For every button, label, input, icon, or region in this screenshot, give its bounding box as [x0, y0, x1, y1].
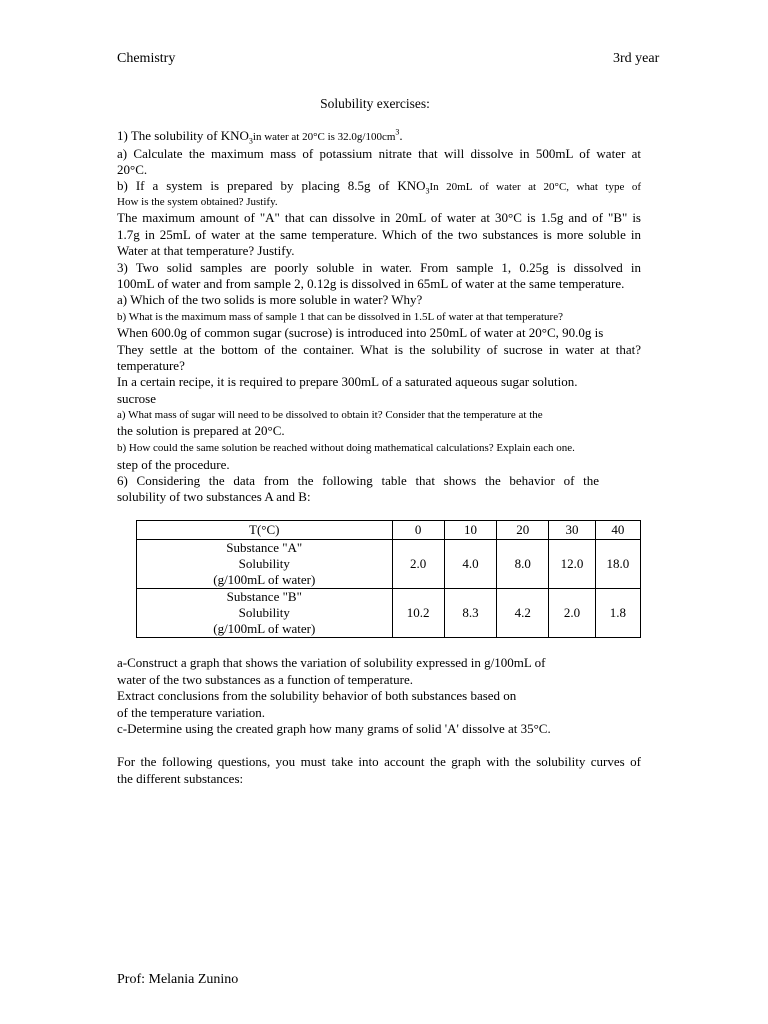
- task-line: c-Determine using the created graph how many grams of solid 'A' dissolve at 35°C.: [117, 721, 551, 736]
- solubility-table: [136, 520, 641, 638]
- question-line: They settle at the bottom of the container. What is the solubility of sucrose in water at that?: [117, 342, 641, 357]
- question-line: a) Calculate the maximum mass of potassium nitrate that will dissolve in 500mL of water at: [117, 146, 641, 161]
- question-line: 3) Two solid samples are poorly soluble in water. From sample 1, 0.25g is dissolved in: [117, 260, 641, 275]
- row-label-cell: Substance "A" Solubility (g/100mL of water): [137, 540, 393, 589]
- table-cell: 1.8: [595, 589, 640, 638]
- task-line: a-Construct a graph that shows the variation of solubility expressed in g/100mL of: [117, 655, 546, 670]
- table-row: [137, 589, 641, 638]
- table-header-cell: 10: [444, 521, 496, 540]
- table-cell: 2.0: [549, 589, 595, 638]
- question-line: b) How could the same solution be reached without doing mathematical calculations? Explain each one.: [117, 442, 575, 454]
- table-header-cell: 40: [595, 521, 640, 540]
- question-line: How is the system obtained? Justify.: [117, 196, 278, 208]
- question-line: temperature?: [117, 358, 185, 373]
- table-header-row: [137, 521, 641, 540]
- closing-line: For the following questions, you must take into account the graph with the solubility curves of: [117, 754, 641, 769]
- question-line: 1) The solubility of $KNO_3in$ water at 20°C is $32.0g/100cm^3$.: [117, 127, 403, 146]
- question-line: solubility of two substances A and B:: [117, 489, 311, 504]
- question-line: 6) Considering the data from the following table that shows the behavior of the: [117, 473, 599, 488]
- question-line: The maximum amount of "A" that can dissolve in 20mL of water at 30°C is 1.5g and of "B" is: [117, 210, 641, 225]
- table-header-cell: 0: [392, 521, 444, 540]
- row-label-cell: Substance "B" Solubility (g/100mL of water): [137, 589, 393, 638]
- table-header-cell: 30: [549, 521, 595, 540]
- header-subject: Chemistry: [117, 51, 176, 66]
- closing-line: the different substances:: [117, 771, 244, 786]
- table-cell: 8.0: [497, 540, 549, 589]
- task-line: of the temperature variation.: [117, 705, 265, 720]
- table-cell: 18.0: [595, 540, 640, 589]
- table-row: [137, 540, 641, 589]
- question-line: In a certain recipe, it is required to prepare 300mL of a saturated aqueous sugar solution.: [117, 374, 578, 389]
- table-cell: 12.0: [549, 540, 595, 589]
- question-line: step of the procedure.: [117, 457, 230, 472]
- header-year: 3rd year: [613, 51, 660, 66]
- table-cell: 10.2: [392, 589, 444, 638]
- question-line: the solution is prepared at 20°C.: [117, 423, 285, 438]
- table-header-cell: 20: [497, 521, 549, 540]
- question-line: Water at that temperature? Justify.: [117, 243, 295, 258]
- question-line: a) Which of the two solids is more soluble in water? Why?: [117, 292, 423, 307]
- table-cell: 4.0: [444, 540, 496, 589]
- table-cell: 4.2: [497, 589, 549, 638]
- question-line: b) What is the maximum mass of sample 1 that can be dissolved in 1.5L of water at that temperature?: [117, 311, 563, 323]
- table-cell: 8.3: [444, 589, 496, 638]
- table-header-cell: T(°C): [137, 521, 393, 540]
- question-line: a) What mass of sugar will need to be dissolved to obtain it? Consider that the temperature at the: [117, 409, 543, 421]
- page-title: Solubility exercises:: [320, 96, 430, 111]
- question-line: b) If a system is prepared by placing 8.5g of $KNO_3In$ 20mL of water at 20°C, what type of: [117, 178, 642, 196]
- footer-author: Prof: Melania Zunino: [117, 972, 239, 987]
- question-line: sucrose: [117, 391, 156, 406]
- question-line: 20°C.: [117, 162, 148, 177]
- question-line: When 600.0g of common sugar (sucrose) is introduced into 250mL of water at 20°C, 90.0g is: [117, 325, 604, 340]
- table-cell: 2.0: [392, 540, 444, 589]
- task-line: Extract conclusions from the solubility behavior of both substances based on: [117, 688, 517, 703]
- task-line: water of the two substances as a function of temperature.: [117, 672, 414, 687]
- question-line: 100mL of water and from sample 2, 0.12g is dissolved in 65mL of water at the same temperature.: [117, 276, 625, 291]
- question-line: 1.7g in 25mL of water at the same temperature. Which of the two substances is more soluble in: [117, 227, 641, 242]
